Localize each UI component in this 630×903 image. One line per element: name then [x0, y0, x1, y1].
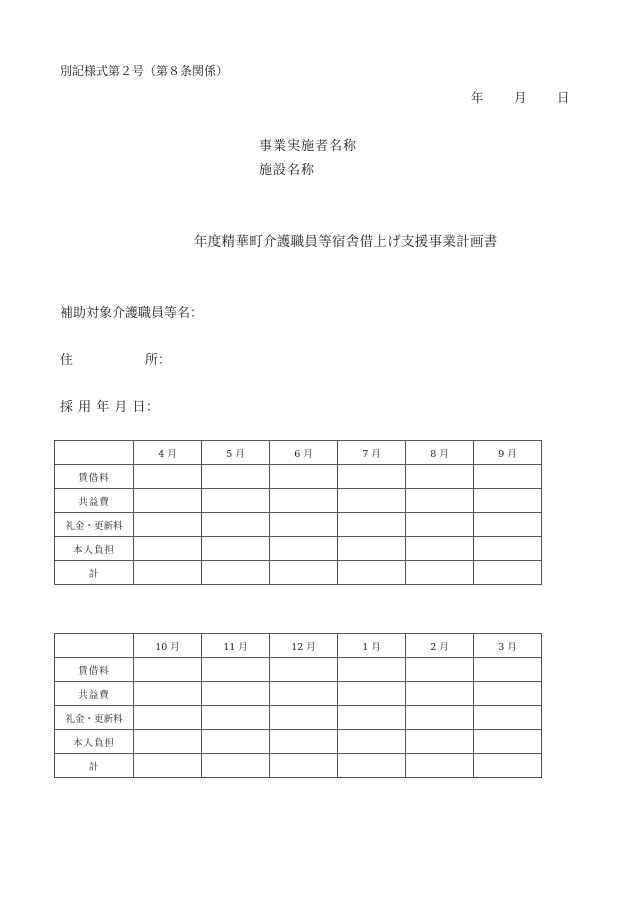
cell[interactable]: [338, 754, 406, 778]
month-header: 7 月: [338, 441, 406, 465]
cell[interactable]: [406, 513, 474, 537]
table-row: [55, 658, 542, 682]
facility-name-label: 施設名称: [259, 163, 316, 178]
month-header: 2 月: [406, 634, 474, 658]
cell[interactable]: [270, 730, 338, 754]
cell[interactable]: [270, 465, 338, 489]
table-header-row: [55, 441, 542, 465]
cell[interactable]: [474, 658, 542, 682]
address-label: [60, 349, 172, 368]
row-label: 賃借料: [55, 658, 134, 682]
month-header: 5 月: [202, 441, 270, 465]
cell[interactable]: [406, 561, 474, 585]
cell[interactable]: [270, 658, 338, 682]
cell[interactable]: [338, 730, 406, 754]
cell[interactable]: [134, 658, 202, 682]
cell[interactable]: [134, 730, 202, 754]
cell[interactable]: [338, 465, 406, 489]
month-header: 6 月: [270, 441, 338, 465]
month-header: 3 月: [474, 634, 542, 658]
cell[interactable]: [474, 537, 542, 561]
cell[interactable]: [406, 682, 474, 706]
cell[interactable]: [406, 706, 474, 730]
table-row: [55, 561, 542, 585]
table-row: [55, 682, 542, 706]
row-label: 計: [55, 561, 134, 585]
table-row: [55, 730, 542, 754]
header-corner-cell: [55, 634, 134, 658]
cell[interactable]: [474, 730, 542, 754]
address-label-2: 所：: [145, 353, 172, 368]
plan-table-second-half: [54, 633, 542, 778]
month-header: 10 月: [134, 634, 202, 658]
cell[interactable]: [202, 465, 270, 489]
hire-date-label: 採 用 年 月 日：: [60, 400, 160, 415]
row-label: 計: [55, 754, 134, 778]
month-header: 11 月: [202, 634, 270, 658]
cell[interactable]: [270, 682, 338, 706]
cell[interactable]: [202, 658, 270, 682]
cell[interactable]: [270, 706, 338, 730]
table-row: [55, 513, 542, 537]
cell[interactable]: [134, 465, 202, 489]
cell[interactable]: [134, 513, 202, 537]
cell[interactable]: [338, 489, 406, 513]
cell[interactable]: [270, 489, 338, 513]
header-corner-cell: [55, 441, 134, 465]
cell[interactable]: [202, 537, 270, 561]
cell[interactable]: [202, 754, 270, 778]
cell[interactable]: [134, 682, 202, 706]
month-header: 4 月: [134, 441, 202, 465]
cell[interactable]: [270, 513, 338, 537]
month-header: 12 月: [270, 634, 338, 658]
cell[interactable]: [134, 706, 202, 730]
table-row: [55, 537, 542, 561]
cell[interactable]: [134, 489, 202, 513]
table-row: [55, 754, 542, 778]
cell[interactable]: [202, 489, 270, 513]
table-header-row: [55, 634, 542, 658]
document-title: 年度精華町介護職員等宿舎借上げ支援事業計画書: [194, 234, 498, 250]
cell[interactable]: [474, 489, 542, 513]
cell[interactable]: [406, 658, 474, 682]
cell[interactable]: [474, 561, 542, 585]
month-header: 9 月: [474, 441, 542, 465]
cell[interactable]: [270, 561, 338, 585]
month-header: 1 月: [338, 634, 406, 658]
table-row: [55, 706, 542, 730]
cell[interactable]: [474, 513, 542, 537]
form-number: 別記様式第２号（第８条関係）: [60, 64, 229, 78]
cell[interactable]: [338, 658, 406, 682]
table-row: [55, 465, 542, 489]
cell[interactable]: [270, 537, 338, 561]
cell[interactable]: [406, 489, 474, 513]
row-label: 礼金・更新料: [55, 706, 134, 730]
cell[interactable]: [406, 754, 474, 778]
row-label: 本人負担: [55, 730, 134, 754]
cell[interactable]: [202, 682, 270, 706]
cell[interactable]: [474, 706, 542, 730]
operator-name-label: 事業実施者名称: [259, 139, 358, 154]
cell[interactable]: [474, 754, 542, 778]
cell[interactable]: [202, 513, 270, 537]
cell[interactable]: [134, 754, 202, 778]
employee-name-label: 補助対象介護職員等名：: [60, 306, 204, 321]
cell[interactable]: [202, 730, 270, 754]
cell[interactable]: [338, 561, 406, 585]
address-label-1: 住: [60, 353, 74, 368]
cell[interactable]: [338, 513, 406, 537]
cell[interactable]: [134, 561, 202, 585]
cell[interactable]: [338, 537, 406, 561]
plan-table-first-half: [54, 440, 542, 585]
row-label: 本人負担: [55, 537, 134, 561]
cell[interactable]: [406, 537, 474, 561]
cell[interactable]: [134, 537, 202, 561]
cell[interactable]: [474, 465, 542, 489]
table-row: [55, 489, 542, 513]
row-label: 礼金・更新料: [55, 513, 134, 537]
cell[interactable]: [406, 465, 474, 489]
cell[interactable]: [202, 706, 270, 730]
row-label: 賃借料: [55, 465, 134, 489]
date-day-label: 日: [557, 90, 570, 105]
cell[interactable]: [406, 730, 474, 754]
month-header: 8 月: [406, 441, 474, 465]
cell[interactable]: [202, 561, 270, 585]
cell[interactable]: [338, 682, 406, 706]
row-label: 共益費: [55, 682, 134, 706]
cell[interactable]: [474, 682, 542, 706]
cell[interactable]: [270, 754, 338, 778]
date-month-label: 月: [514, 90, 527, 105]
cell[interactable]: [338, 706, 406, 730]
date-year-label: 年: [471, 90, 484, 105]
row-label: 共益費: [55, 489, 134, 513]
